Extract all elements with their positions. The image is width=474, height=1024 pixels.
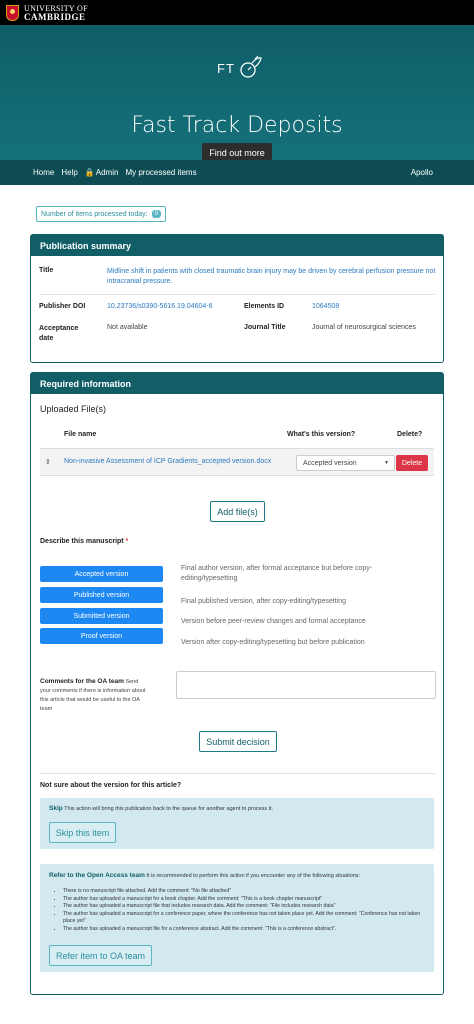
describe-manuscript-label: Describe this manuscript * [40, 538, 129, 545]
list-item: • The author has uploaded a manuscript file that includes research data. Add the comment: "File includes research data" [63, 903, 423, 911]
comments-label: Comments for the OA team Send your comments if there is information about this article that would be useful to the OA team [40, 678, 146, 712]
published-version-button[interactable]: Published version [40, 587, 163, 603]
counter-badge: 0 [152, 210, 161, 218]
accepted-version-desc: Final author version, after formal acceptance but before copy-editing/typesetting [181, 565, 373, 582]
hero-banner [0, 25, 474, 160]
nav-apollo[interactable]: Apollo [410, 168, 433, 177]
col-delete: Delete? [397, 431, 423, 438]
accepted-version-button[interactable]: Accepted version [40, 566, 163, 582]
required-information-panel [30, 372, 444, 995]
version-select[interactable]: Accepted version ▼ [296, 455, 395, 471]
published-version-desc: Final published version, after copy-editing/typesetting [181, 598, 346, 605]
refer-well [40, 864, 434, 972]
nav-admin[interactable]: 🔒Admin [84, 168, 119, 177]
skip-description: Skip This action will bring this publication back to the queue for another agent to process it. [49, 805, 273, 812]
journal-title-value: Journal of neurosurgical sciences [312, 324, 416, 331]
drag-handle-icon[interactable]: ⇕ [45, 459, 51, 466]
title-label: Title [39, 267, 54, 274]
acceptance-date-value: Not available [107, 324, 148, 331]
title-link[interactable]: Midline shift in patients with closed traumatic brain injury may be driven by cerebral perfusion pressure not intracranial pressure. [107, 268, 436, 285]
refer-description: Refer to the Open Access team It is recommended to perform this action if you encounter any of the following situations: [49, 872, 361, 879]
refer-to-oa-button[interactable]: Refer item to OA team [49, 945, 152, 966]
items-processed-counter[interactable]: Number of items processed today: 0 [36, 206, 166, 222]
col-version: What's this version? [287, 431, 356, 438]
uploaded-files-heading: Uploaded File(s) [40, 404, 107, 414]
file-name-link[interactable]: Non-invasive Assessment of ICP Gradients_accepted version.docx [64, 458, 272, 465]
col-file-name: File name [64, 431, 97, 438]
cambridge-crest-icon [6, 5, 19, 21]
file-row [40, 448, 434, 476]
lock-icon: 🔒 [84, 168, 95, 177]
list-item: • The author has uploaded a manuscript for a conference paper, where the conference has not taken place yet. Add the comment: "Conference has not taken place yet" [63, 911, 423, 926]
main-nav [0, 160, 474, 185]
submitted-version-desc: Version before peer-review changes and formal acceptance [181, 618, 366, 625]
university-header [0, 0, 474, 25]
doi-label: Publisher DOI [39, 303, 86, 310]
page-title: Fast Track Deposits [131, 113, 343, 138]
acceptance-date-label: Acceptance date [39, 325, 79, 342]
delete-file-button[interactable]: Delete [396, 455, 428, 471]
proof-version-desc: Version after copy-editing/typesetting but before publication [181, 639, 365, 646]
not-sure-heading: Not sure about the version for this article? [40, 782, 182, 789]
refer-reasons-list [53, 888, 423, 934]
required-mark: * [125, 538, 129, 545]
proof-version-button[interactable]: Proof version [40, 628, 163, 644]
elements-id-link[interactable]: 1064508 [312, 303, 340, 310]
doi-link[interactable]: 10.23736/s0390-5616.19.04604-6 [107, 303, 213, 310]
panel-heading: Publication summary [31, 235, 443, 256]
comments-textarea[interactable] [176, 671, 436, 699]
skip-well [40, 798, 434, 849]
find-out-more-button[interactable]: Find out more [202, 143, 272, 163]
publication-summary-panel [30, 234, 444, 363]
elements-id-label: Elements ID [244, 303, 285, 310]
journal-title-label: Journal Title [244, 324, 286, 331]
nav-help[interactable]: Help [61, 168, 78, 177]
stopwatch-rocket-icon [237, 55, 263, 81]
university-logo[interactable]: UNIVERSITY OF CAMBRIDGE [24, 3, 88, 22]
fast-track-logo: FT [217, 55, 263, 81]
list-item: • There is no manuscript file attached. Add the comment: "No file attached" [63, 888, 423, 896]
list-item: • The author has uploaded a manuscript file for a conference abstract. Add the comment: "This is a conference abstract". [63, 926, 423, 934]
list-item: • The author has uploaded a manuscript for a book chapter. Add the comment: "This is a book chapter manuscript" [63, 896, 423, 904]
submit-decision-button[interactable]: Submit decision [199, 731, 277, 752]
panel-heading: Required information [31, 373, 443, 394]
nav-processed-items[interactable]: My processed items [125, 168, 197, 177]
add-files-button[interactable]: Add file(s) [210, 501, 265, 522]
chevron-down-icon: ▼ [384, 460, 389, 466]
divider [39, 773, 435, 774]
submitted-version-button[interactable]: Submitted version [40, 608, 163, 624]
divider [39, 294, 435, 295]
nav-home[interactable]: Home [33, 168, 55, 177]
skip-item-button[interactable]: Skip this item [49, 822, 116, 843]
